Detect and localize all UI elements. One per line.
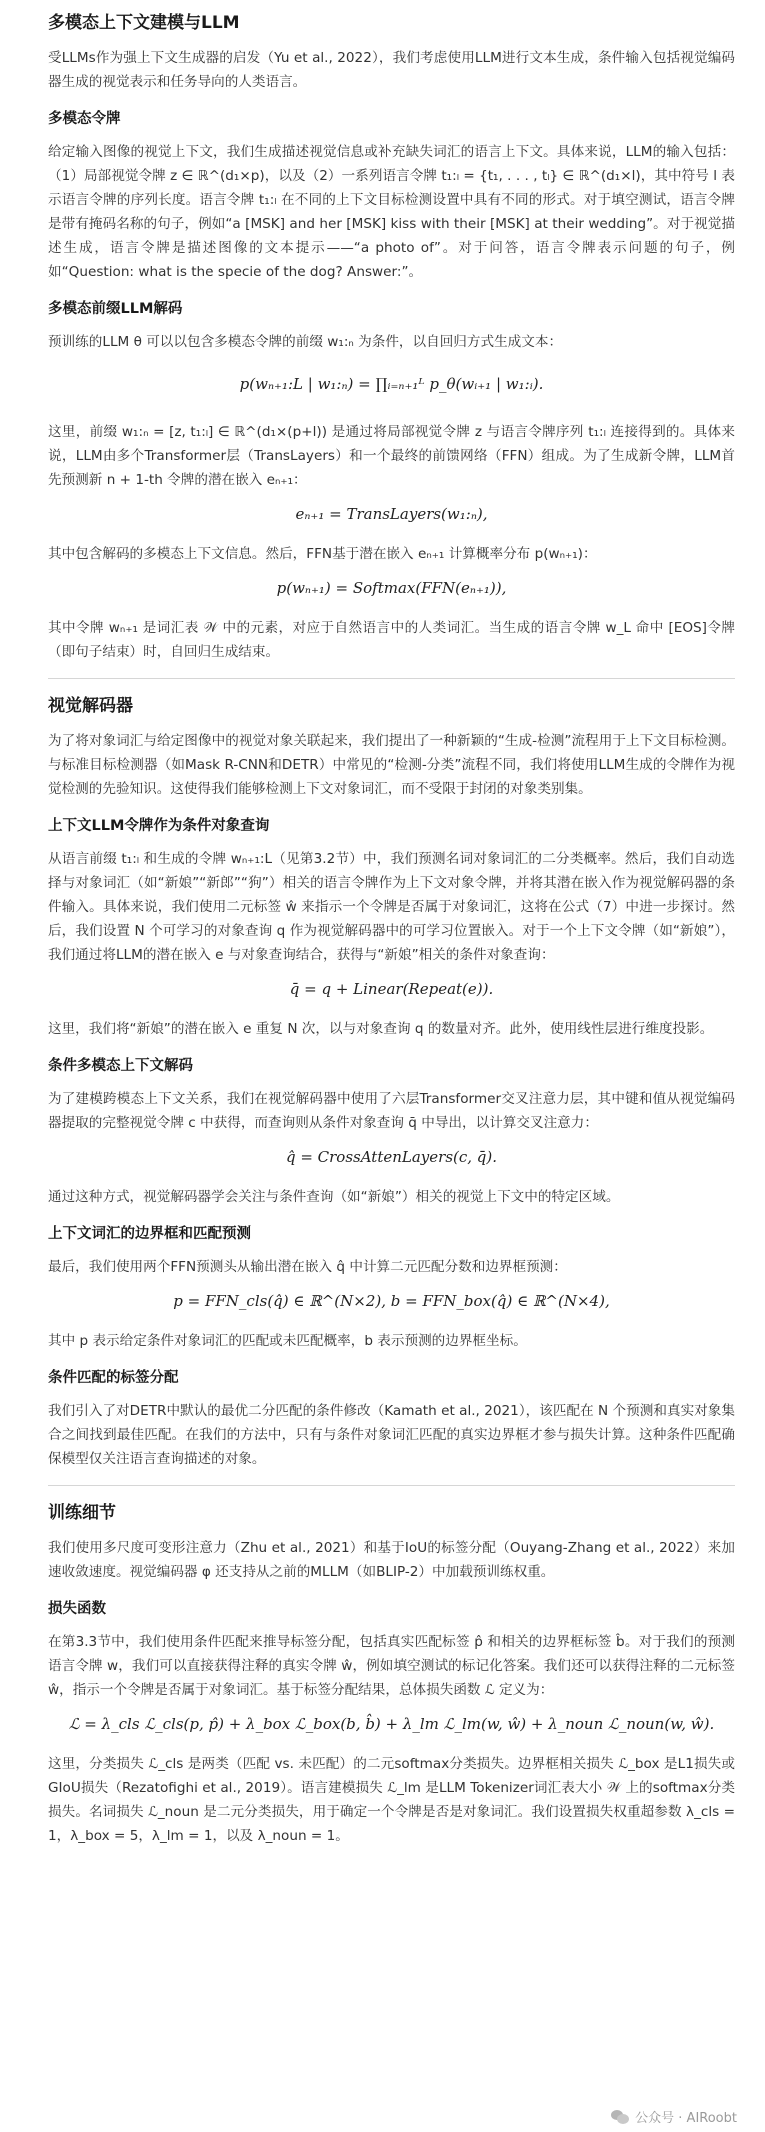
section-title-multimodal-llm: 多模态上下文建模与LLM — [48, 13, 240, 33]
paragraph: 受LLMs作为强上下文生成器的启发（Yu et al., 2022），我们考虑使用LLM进行文本生成，条件输入包括视觉编码器生成的视觉表示和任务导向的人类语言。 — [48, 50, 735, 90]
subsection-title-object-query: 上下文LLM令牌作为条件对象查询 — [48, 818, 270, 834]
paragraph: 这里，分类损失 ℒ_cls 是两类（匹配 vs. 未匹配）的二元softmax分类损失。边界框相关损失 ℒ_box 是L1损失或GIoU损失（Rezatofighi et al., 2019）。语言建模损失 ℒ_lm 是LLM Tokenizer词汇表大小 𝒲 上的softmax分类损失。名词损失 ℒ_noun 是二元分类损失，用于确定一个令牌是否是对象词汇。我们设置损失权重超参数 λ_cls = 1，λ_box = 5，λ_lm = 1，以及 λ_noun = 1。 — [48, 1756, 735, 1844]
paragraph: 最后，我们使用两个FFN预测头从输出潜在嵌入 q̂ 中计算二元匹配分数和边界框预测： — [48, 1259, 567, 1275]
subsection-title-tokens: 多模态令牌 — [48, 111, 121, 127]
subsection-title-prefix-decoding: 多模态前缀LLM解码 — [48, 301, 183, 317]
paragraph: 我们使用多尺度可变形注意力（Zhu et al., 2021）和基于IoU的标签分配（Ouyang-Zhang et al., 2022）来加速收敛速度。视觉编码器 φ 还支持从之前的MLLM（如BLIP-2）中加载预训练权重。 — [48, 1540, 735, 1580]
paragraph: 为了建模跨模态上下文关系，我们在视觉解码器中使用了六层Transformer交叉注意力层，其中键和值从视觉编码器提取的完整视觉令牌 c 中获得，而查询则从条件对象查询 q̄ 中导出，以计算交叉注意力： — [48, 1091, 735, 1131]
paragraph: 给定输入图像的视觉上下文，我们生成描述视觉信息或补充缺失词汇的语言上下文。具体来说，LLM的输入包括：（1）局部视觉令牌 z ∈ ℝ^(d₁×p)，以及（2）一系列语言令牌 t₁:ₗ = {t₁, . . . , tₗ} ∈ ℝ^(d₁×l)，其中符号 l 表示语言令牌的序列长度。语言令牌 t₁:ₗ 在不同的上下文目标检测设置中具有不同的形式。对于填空测试，语言令牌是带有掩码名称的句子，例如“a [MSK] and her [MSK] kiss with their [MSK] at their wedding”。对于视觉描述生成，语言令牌是描述图像的文本提示——“a photo of”。对于问答，语言令牌表示问题的句子，例如“Question: what is the specie of the dog? Answer:”。 — [48, 144, 735, 280]
paragraph: 为了将对象词汇与给定图像中的视觉对象关联起来，我们提出了一种新颖的“生成-检测”流程用于上下文目标检测。与标准目标检测器（如Mask R-CNN和DETR）中常见的“检测-分类”流程不同，我们将使用LLM生成的令牌作为视觉检测的先验知识。这使得我们能够检测上下文对象词汇，而不受限于封闭的对象类别集。 — [48, 733, 735, 797]
equation-ffn-heads: p = FFN_cls(q̂) ∈ ℝ^(N×2), b = FFN_box(q̂) ∈ ℝ^(N×4), — [173, 1292, 610, 1310]
paragraph: 其中令牌 wₙ₊₁ 是词汇表 𝒲 中的元素，对应于自然语言中的人类词汇。当生成的语言令牌 w_L 命中 [EOS]令牌（即句子结束）时，自回归生成结束。 — [48, 620, 735, 660]
paragraph: 预训练的LLM θ 可以以包含多模态令牌的前缀 w₁:ₙ 为条件，以自回归方式生成文本： — [48, 334, 563, 350]
equation-cross-attention: q̂ = CrossAttenLayers(c, q̄). — [285, 1148, 498, 1166]
equation-conditional-query: q̄ = q + Linear(Repeat(e)). — [289, 980, 494, 998]
section-title-training-details: 训练细节 — [48, 1503, 116, 1523]
wechat-icon — [611, 2110, 629, 2124]
paragraph: 其中 p 表示给定条件对象词汇的匹配或未匹配概率，b 表示预测的边界框坐标。 — [48, 1333, 527, 1349]
section-divider — [48, 1485, 735, 1486]
subsection-title-loss: 损失函数 — [48, 1601, 106, 1617]
paragraph: 其中包含解码的多模态上下文信息。然后，FFN基于潜在嵌入 eₙ₊₁ 计算概率分布 p(wₙ₊₁)： — [48, 546, 597, 562]
section-title-visual-decoder: 视觉解码器 — [48, 696, 133, 716]
equation-autoregressive: p(wₙ₊₁:L | w₁:ₙ) = ∏ᵢ₌ₙ₊₁ᴸ p_θ(wᵢ₊₁ | w₁:ᵢ). — [239, 375, 544, 393]
paragraph: 通过这种方式，视觉解码器学会关注与条件查询（如“新娘”）相关的视觉上下文中的特定区域。 — [48, 1189, 620, 1205]
paragraph: 从语言前缀 t₁:ₗ 和生成的令牌 wₙ₊₁:L（见第3.2节）中，我们预测名词对象词汇的二分类概率。然后，我们自动选择与对象词汇（如“新娘”“新郎”“狗”）相关的语言令牌作为上下文对象令牌，并将其潜在嵌入作为视觉解码器的条件输入。具体来说，我们使用二元标签 ŵ 来指示一个令牌是否属于对象词汇，这将在公式（7）中进一步探讨。然后，我们设置 N 个可学习的对象查询 q 作为视觉解码器中的可学习位置嵌入。对于一个上下文令牌（如“新娘”），我们通过将LLM的潜在嵌入 e 与对象查询结合，获得与“新娘”相关的条件对象查询： — [48, 851, 735, 963]
subsection-title-label-assignment: 条件匹配的标签分配 — [48, 1370, 179, 1386]
paragraph: 我们引入了对DETR中默认的最优二分匹配的条件修改（Kamath et al., 2021），该匹配在 N 个预测和真实对象集合之间找到最佳匹配。在我们的方法中，只有与条件对象词汇匹配的真实边界框才参与损失计算。这种条件匹配确保模型仅关注语言查询描述的对象。 — [48, 1403, 735, 1467]
equation-softmax: p(wₙ₊₁) = Softmax(FFN(eₙ₊₁)), — [276, 579, 507, 597]
equation-total-loss: ℒ = λ_cls ℒ_cls(p, p̂) + λ_box ℒ_box(b, b̂) + λ_lm ℒ_lm(w, ŵ) + λ_noun ℒ_noun(w, ŵ). — [68, 1715, 715, 1733]
equation-translayers: eₙ₊₁ = TransLayers(w₁:ₙ), — [295, 505, 488, 523]
paragraph: 这里，前缀 w₁:ₙ = [z, t₁:ₗ] ∈ ℝ^(d₁×(p+l)) 是通过将局部视觉令牌 z 与语言令牌序列 t₁:ₗ 连接得到的。具体来说，LLM由多个Transformer层（TransLayers）和一个最终的前馈网络（FFN）组成。为了生成新令牌，LLM首先预测新 n + 1-th 令牌的潜在嵌入 eₙ₊₁： — [48, 424, 735, 488]
watermark — [611, 2107, 737, 2126]
subsection-title-box-prediction: 上下文词汇的边界框和匹配预测 — [48, 1226, 251, 1242]
section-divider — [48, 678, 735, 679]
paragraph: 在第3.3节中，我们使用条件匹配来推导标签分配，包括真实匹配标签 p̂ 和相关的边界框标签 b̂。对于我们的预测语言令牌 w，我们可以直接获得注释的真实令牌 ŵ，例如填空测试的标记化答案。我们还可以获得注释的二元标签 ŵ，指示一个令牌是否属于对象词汇。基于标签分配结果，总体损失函数 ℒ 定义为： — [48, 1634, 735, 1698]
subsection-title-conditional-decoding: 条件多模态上下文解码 — [48, 1058, 193, 1074]
watermark-text: 公众号 · AIRoobt — [635, 2111, 737, 2126]
paragraph: 这里，我们将“新娘”的潜在嵌入 e 重复 N 次，以与对象查询 q 的数量对齐。此外，使用线性层进行维度投影。 — [48, 1021, 714, 1037]
